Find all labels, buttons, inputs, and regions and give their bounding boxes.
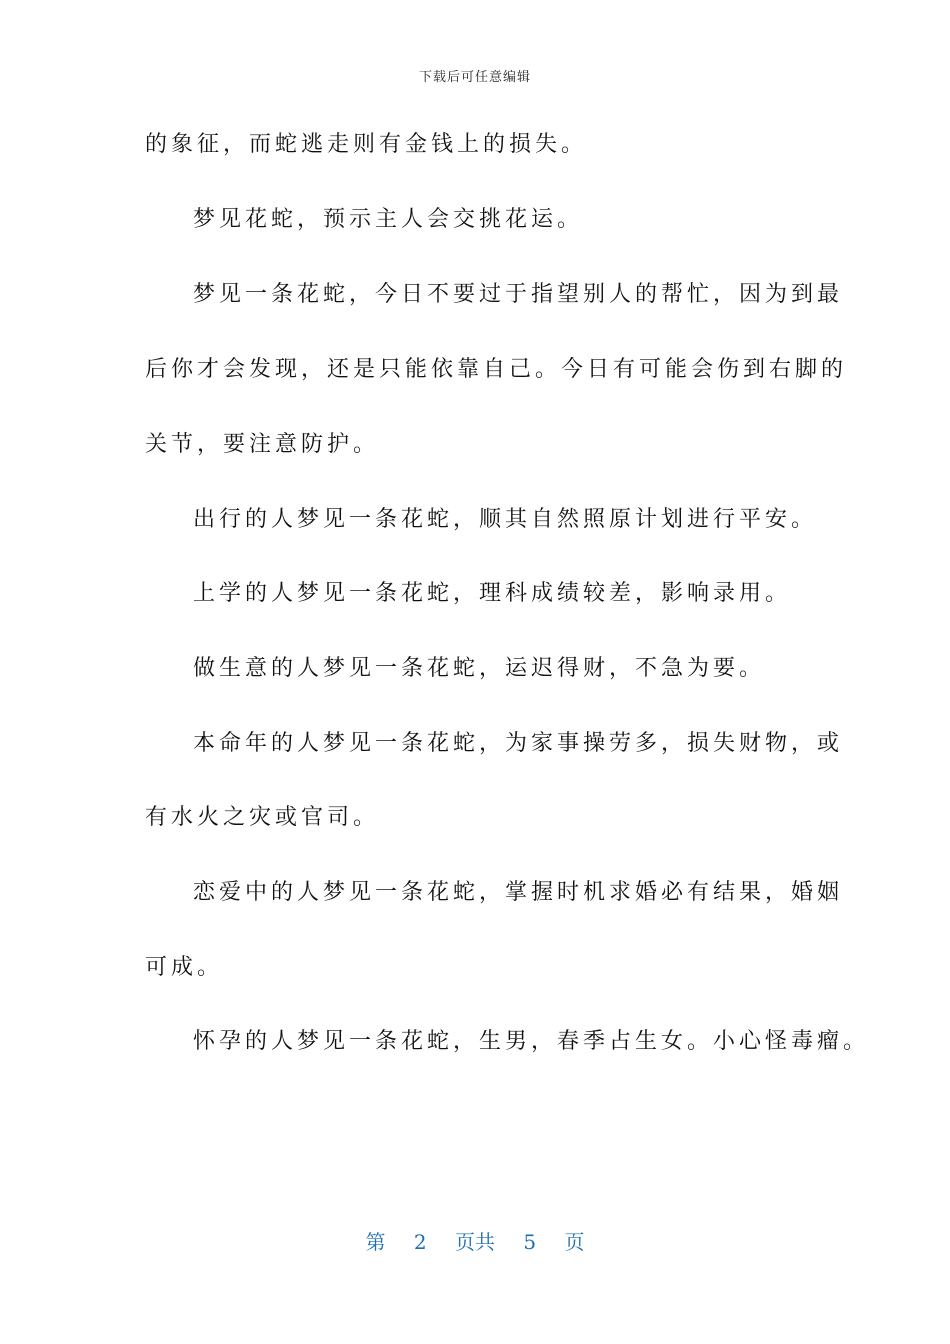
body-line: 可成。 <box>145 955 224 980</box>
footer-middle: 页共 <box>455 1230 495 1254</box>
body-line: 有水火之灾或官司。 <box>145 805 380 830</box>
body-line: 怀孕的人梦见一条花蛇，生男，春季占生女。小心怪毒瘤。 <box>193 1029 870 1054</box>
footer-suffix: 页 <box>564 1230 585 1254</box>
page-footer <box>0 1226 950 1255</box>
body-line: 后你才会发现，还是只能依靠自己。今日有可能会伤到右脚的 <box>145 357 848 382</box>
body-line: 出行的人梦见一条花蛇，顺其自然照原计划进行平安。 <box>193 507 818 532</box>
footer-current-page: 2 <box>413 1230 427 1254</box>
body-line: 恋爱中的人梦见一条花蛇，掌握时机求婚必有结果，婚姻 <box>193 880 844 905</box>
body-line: 梦见一条花蛇，今日不要过于指望别人的帮忙，因为到最 <box>193 282 844 307</box>
footer-prefix: 第 <box>365 1230 386 1254</box>
body-line: 的象征，而蛇逃走则有金钱上的损失。 <box>145 132 588 157</box>
footer-total-pages: 5 <box>523 1230 537 1254</box>
body-line: 做生意的人梦见一条花蛇，运迟得财，不急为要。 <box>193 656 766 681</box>
page-header: 下载后可任意编辑 <box>418 70 531 85</box>
body-line: 上学的人梦见一条花蛇，理科成绩较差，影响录用。 <box>193 581 792 606</box>
body-line: 本命年的人梦见一条花蛇，为家事操劳多，损失财物，或 <box>193 731 844 756</box>
body-line: 关节，要注意防护。 <box>145 432 380 457</box>
body-line: 梦见花蛇，预示主人会交挑花运。 <box>193 207 584 232</box>
